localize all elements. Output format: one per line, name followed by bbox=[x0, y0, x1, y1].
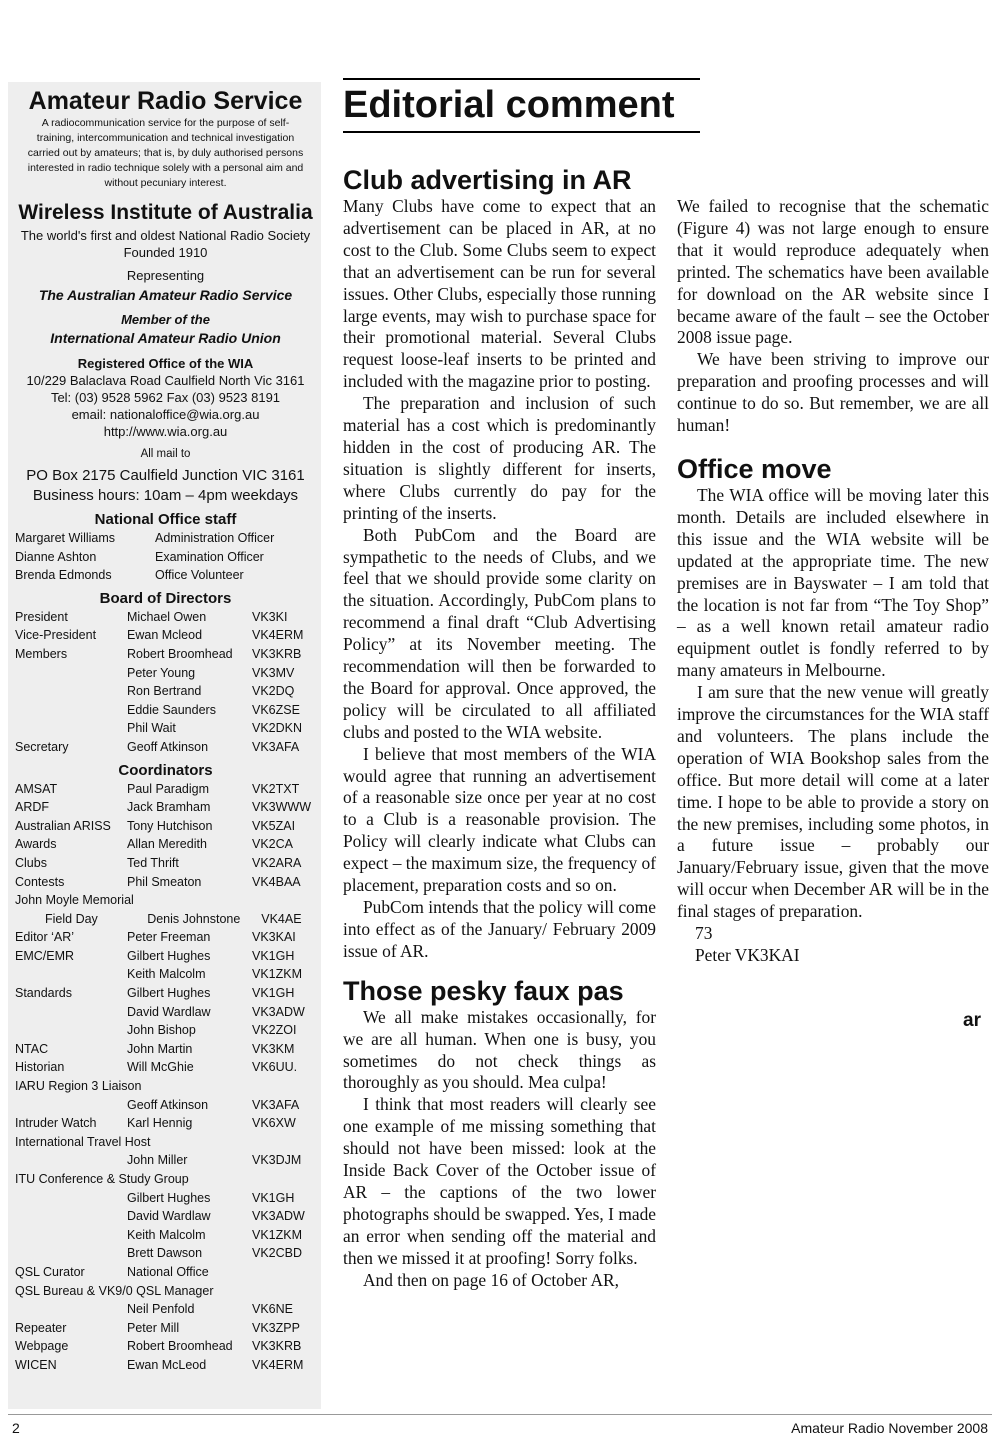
paragraph: The preparation and inclusion of such material has a cost which is predominantly hidden in the cost of producing AR. The situation is slightly different for inserts, where Clubs currently do pay for the printing of the inserts. bbox=[343, 393, 656, 523]
row-role: EMC/EMR bbox=[15, 948, 75, 963]
row-name: Peter Mill bbox=[127, 1320, 180, 1335]
directory-row bbox=[15, 1226, 316, 1245]
row-role bbox=[15, 1151, 127, 1170]
row-name: Robert Broomhead bbox=[127, 646, 233, 661]
staff-list bbox=[15, 529, 316, 585]
row-call: VK2ZOI bbox=[252, 1023, 297, 1038]
board-heading: Board of Directors bbox=[99, 589, 232, 607]
row-name: Allan Meredith bbox=[127, 837, 207, 852]
row-name: Karl Hennig bbox=[127, 1116, 193, 1131]
section-heading-club-advertising: Club advertising in AR bbox=[343, 165, 632, 195]
row-name: Jack Bramham bbox=[127, 800, 211, 815]
paragraph: And then on page 16 of October AR, bbox=[363, 1269, 619, 1290]
row-call: VK2CBD bbox=[252, 1246, 303, 1261]
directory-row bbox=[15, 965, 316, 984]
row-name: John Bishop bbox=[127, 1023, 196, 1038]
directory-row bbox=[15, 738, 316, 757]
directory-row bbox=[15, 1077, 316, 1096]
row-call: VK1ZKM bbox=[252, 1227, 303, 1242]
row-call: VK1GH bbox=[252, 1190, 295, 1205]
directory-row bbox=[15, 1058, 316, 1077]
row-call: VK1ZKM bbox=[252, 967, 303, 982]
row-name: Ron Bertrand bbox=[127, 684, 202, 699]
directory-row bbox=[15, 1263, 316, 1282]
row-role bbox=[15, 1003, 127, 1022]
sidebar-description: A radiocommunication service for the purpose of self-training, intercommunication and technical investigation carried out by amateurs; that is, by duly authorised persons interested in radio technique solely with a personal aim and without pecuniary interest. bbox=[27, 117, 304, 189]
row-name: Geoff Atkinson bbox=[127, 739, 209, 754]
row-name: Gilbert Hughes bbox=[127, 948, 211, 963]
business-hours: Business hours: 10am – 4pm weekdays bbox=[32, 487, 299, 504]
paragraph: We have been striving to improve our preparation and proofing processes and will continue to do so. But remember, we are all human! bbox=[677, 349, 989, 436]
row-call bbox=[252, 1263, 312, 1282]
row-role: Field Day bbox=[45, 911, 98, 926]
directory-row bbox=[15, 1021, 316, 1040]
row-role bbox=[15, 1096, 127, 1115]
row-call: VK3WWW bbox=[252, 800, 312, 815]
row-role: IARU Region 3 Liaison bbox=[15, 1079, 142, 1094]
editorial-title: Editorial comment bbox=[343, 78, 700, 133]
directory-row bbox=[15, 1040, 316, 1059]
row-role: QSL Curator bbox=[15, 1264, 85, 1279]
row-name: Paul Paradigm bbox=[127, 781, 209, 796]
row-name: Ewan Mcleod bbox=[127, 628, 203, 643]
row-role bbox=[15, 1189, 127, 1208]
directory-row bbox=[15, 1003, 316, 1022]
paragraph: Both PubCom and the Board are sympathetic to the needs of Clubs, and we feel that we should provide some clarity on the situation. Accordingly, PubCom plans to recommend a final draft “Club Advertising Policy” at its November meeting. The recommendation will then be forwarded to the Board for approval. Once approved, the policy will be circulated to all affiliated clubs and posted to the WIA website. bbox=[343, 524, 656, 742]
row-name: Phil Wait bbox=[127, 721, 176, 736]
row-name: Peter Young bbox=[127, 665, 196, 680]
directory-row bbox=[15, 1282, 316, 1301]
article-column-2 bbox=[677, 196, 989, 967]
row-call: VK3ADW bbox=[252, 1209, 305, 1224]
row-role: Standards bbox=[15, 986, 72, 1001]
row-role: Vice-President bbox=[15, 628, 97, 643]
row-role bbox=[15, 701, 127, 720]
directory-row bbox=[15, 1337, 316, 1356]
staff-row: Margaret Williams Administration Officer bbox=[15, 531, 275, 545]
row-role: Repeater bbox=[15, 1320, 67, 1335]
org-tagline: The world's first and oldest National Radio Society bbox=[20, 228, 311, 243]
row-role bbox=[15, 1226, 127, 1245]
directory-row bbox=[15, 1170, 316, 1189]
row-name: National Office bbox=[127, 1264, 209, 1279]
directory-row bbox=[15, 645, 316, 664]
row-call: VK3AFA bbox=[252, 739, 300, 754]
office-phone: Tel: (03) 9528 5962 Fax (03) 9523 8191 bbox=[50, 390, 281, 405]
row-role: AMSAT bbox=[15, 781, 58, 796]
paragraph: I believe that most members of the WIA would agree that running an advertisement of a reasonable size once per year at no cost to a Club is a reasonable provision. The Policy will clearly indicate what Clubs can expect – the maximum size, the frequency of placement, preparation costs and so on. bbox=[343, 743, 656, 896]
directory-row bbox=[15, 873, 316, 892]
row-name: Peter Freeman bbox=[127, 930, 211, 945]
row-role: ARDF bbox=[15, 800, 50, 815]
row-call: VK2TXT bbox=[252, 781, 300, 796]
row-role: Clubs bbox=[15, 855, 47, 870]
row-role bbox=[15, 1021, 127, 1040]
directory-row bbox=[15, 682, 316, 701]
row-name: Brett Dawson bbox=[127, 1246, 203, 1261]
row-call: VK1GH bbox=[252, 986, 295, 1001]
row-role: Australian ARISS bbox=[15, 818, 111, 833]
row-role bbox=[15, 1207, 127, 1226]
directory-row bbox=[15, 984, 316, 1003]
row-role: Webpage bbox=[15, 1339, 69, 1354]
directory-row bbox=[15, 928, 316, 947]
row-role: Members bbox=[15, 646, 68, 661]
paragraph: The WIA office will be moving later this month. Details are included elsewhere in this issue and the WIA website will be updated at the appropriate time. The new premises are in Bayswater – I am told that the location is not far from “The Toy Shop” – as a well known retail amateur radio equipment outlet is fondly referred to by many amateurs in Melbourne. bbox=[677, 484, 989, 681]
row-name: Ewan McLeod bbox=[127, 1357, 207, 1372]
member-value: International Amateur Radio Union bbox=[50, 330, 281, 346]
directory-row bbox=[15, 719, 316, 738]
row-call: VK4BAA bbox=[252, 874, 301, 889]
row-role: Contests bbox=[15, 874, 65, 889]
directory-row bbox=[15, 910, 316, 929]
row-role bbox=[15, 664, 127, 683]
coordinators-heading: Coordinators bbox=[118, 761, 213, 779]
footer-rule bbox=[8, 1414, 992, 1415]
office-heading: Registered Office of the WIA bbox=[77, 356, 254, 371]
row-role bbox=[15, 719, 127, 738]
row-call: VK6XW bbox=[252, 1116, 296, 1131]
article-column-1 bbox=[343, 164, 656, 1292]
row-call: VK1GH bbox=[252, 948, 295, 963]
row-call: VK2CA bbox=[252, 837, 293, 852]
paragraph: I am sure that the new venue will greatly improve the circumstances for the WIA staff and volunteers. The plans include the operation of WIA Bookshop sales from the office. But more detail will come at a later time. I hope to be able to provide a story on the new premises, including some photos, in a future issue – probably our January/February issue, given that the move will occur when December AR will be in the final stages of preparation. bbox=[677, 682, 989, 922]
row-call: VK4ERM bbox=[252, 628, 304, 643]
directory-row bbox=[15, 1244, 316, 1263]
row-role: ITU Conference & Study Group bbox=[15, 1172, 189, 1186]
mail-address: PO Box 2175 Caulfield Junction VIC 3161 bbox=[26, 467, 305, 484]
row-role: John Moyle Memorial bbox=[15, 893, 134, 908]
row-name: Denis Johnstone bbox=[147, 911, 241, 926]
publication-footer: Amateur Radio November 2008 bbox=[791, 1420, 988, 1436]
paragraph: We failed to recognise that the schematic (Figure 4) was not large enough to ensure that it would reproduce adequately when printed. The schematics have been available for download on the AR website since I became aware of the fault – see the October 2008 issue page. bbox=[677, 196, 989, 348]
row-call: VK3KM bbox=[252, 1041, 295, 1056]
staff-row: Dianne Ashton Examination Officer bbox=[15, 549, 264, 564]
row-call: VK3ADW bbox=[252, 1004, 305, 1019]
row-name: Keith Malcolm bbox=[127, 1227, 206, 1242]
row-call: VK3AFA bbox=[252, 1097, 300, 1112]
row-role bbox=[15, 965, 127, 984]
row-call: VK4AE bbox=[261, 911, 302, 926]
row-role: International Travel Host bbox=[15, 1134, 151, 1149]
staff-row: Brenda Edmonds Office Volunteer bbox=[15, 568, 244, 583]
directory-row bbox=[15, 835, 316, 854]
row-call: VK6UU. bbox=[252, 1060, 298, 1075]
row-role: Editor ‘AR’ bbox=[15, 930, 75, 945]
org-founded: Founded 1910 bbox=[123, 245, 208, 260]
row-call: VK3MV bbox=[252, 665, 295, 680]
info-sidebar bbox=[8, 82, 321, 1409]
office-email: email: nationaloffice@wia.org.au bbox=[71, 407, 260, 422]
representing-label: Representing bbox=[126, 268, 205, 283]
office-address: 10/229 Balaclava Road Caulfield North Vic 3161 bbox=[26, 373, 305, 388]
directory-row bbox=[15, 947, 316, 966]
row-role bbox=[15, 682, 127, 701]
row-name: Geoff Atkinson bbox=[127, 1097, 209, 1112]
row-call: VK3KI bbox=[252, 609, 288, 624]
row-name: Gilbert Hughes bbox=[127, 1190, 211, 1205]
row-name: Phil Smeaton bbox=[127, 874, 202, 889]
row-name: Tony Hutchison bbox=[127, 818, 213, 833]
signoff-73: 73 bbox=[695, 923, 713, 944]
directory-row bbox=[15, 664, 316, 683]
directory-row bbox=[15, 701, 316, 720]
row-call: VK5ZAI bbox=[252, 818, 296, 833]
section-heading-faux-pas: Those pesky faux pas bbox=[343, 975, 624, 1006]
paragraph: I think that most readers will clearly see one example of me missing something that should not have been missed: look at the Inside Back Cover of the October issue of AR – the captions of the two lower photographs should be swapped. Yes, I made an error when sending off the material and then we missed it at proofing! Sorry folks. bbox=[343, 1094, 656, 1268]
row-role bbox=[15, 1244, 127, 1263]
row-name: David Wardlaw bbox=[127, 1004, 211, 1019]
row-role: WICEN bbox=[15, 1357, 57, 1372]
row-call: VK3ZPP bbox=[252, 1320, 300, 1335]
directory-row bbox=[15, 1096, 316, 1115]
directory-row bbox=[15, 891, 316, 910]
row-name: Robert Broomhead bbox=[127, 1339, 233, 1354]
page-number: 2 bbox=[12, 1420, 20, 1436]
directory-row bbox=[15, 1207, 316, 1226]
row-call: VK2DKN bbox=[252, 721, 303, 736]
directory-row bbox=[15, 608, 316, 627]
row-role: President bbox=[15, 609, 68, 624]
row-call: VK3KAI bbox=[252, 930, 296, 945]
directory-row bbox=[15, 1114, 316, 1133]
row-role: QSL Bureau & VK9/0 QSL Manager bbox=[15, 1283, 214, 1298]
row-name: Keith Malcolm bbox=[127, 967, 206, 982]
row-name: David Wardlaw bbox=[127, 1209, 211, 1224]
row-call: VK4ERM bbox=[252, 1357, 304, 1372]
sidebar-title: Amateur Radio Service bbox=[28, 87, 303, 115]
row-name: Ted Thrift bbox=[127, 855, 179, 870]
row-name: Michael Owen bbox=[127, 609, 207, 624]
row-name: John Martin bbox=[127, 1041, 193, 1056]
row-role: Historian bbox=[15, 1060, 65, 1075]
directory-row bbox=[15, 1300, 316, 1319]
row-name: Eddie Saunders bbox=[127, 702, 216, 717]
paragraph: Many Clubs have come to expect that an advertisement can be placed in AR, at no cost to the Club. Some Clubs seem to expect that an advertisement can be run for several issues. Other Clubs, especially those running large events, may wish to purchase space for their promotional material. Several Clubs request loose-leaf inserts to be printed and included with the magazine prior to posting. bbox=[343, 196, 656, 392]
row-name: Neil Penfold bbox=[127, 1302, 195, 1317]
row-name: Gilbert Hughes bbox=[127, 986, 211, 1001]
directory-row bbox=[15, 1319, 316, 1338]
directory-row bbox=[15, 626, 316, 645]
row-call: VK6ZSE bbox=[252, 702, 300, 717]
directory-row bbox=[15, 1133, 316, 1152]
end-mark: ar bbox=[963, 1010, 981, 1031]
mail-label: All mail to bbox=[140, 448, 191, 460]
row-call: VK3DJM bbox=[252, 1153, 302, 1168]
coordinators-list bbox=[15, 780, 316, 1375]
section-heading-office-move: Office move bbox=[677, 453, 832, 484]
board-list bbox=[15, 608, 316, 757]
signoff-name: Peter VK3KAI bbox=[695, 945, 800, 965]
row-name: John Miller bbox=[127, 1153, 188, 1168]
directory-row bbox=[15, 854, 316, 873]
member-label: Member of the bbox=[121, 312, 210, 327]
row-call: VK3KRB bbox=[252, 646, 302, 661]
directory-row bbox=[15, 1151, 316, 1170]
row-role: Secretary bbox=[15, 739, 69, 754]
row-role: Awards bbox=[15, 837, 57, 852]
org-name: Wireless Institute of Australia bbox=[18, 201, 313, 224]
row-role bbox=[15, 1300, 127, 1319]
directory-row bbox=[15, 1356, 316, 1375]
directory-row bbox=[15, 1189, 316, 1208]
row-call: VK6NE bbox=[252, 1302, 293, 1317]
row-role: NTAC bbox=[15, 1041, 49, 1056]
row-call: VK2ARA bbox=[252, 855, 302, 870]
directory-row bbox=[15, 798, 316, 817]
representing-value: The Australian Amateur Radio Service bbox=[38, 287, 293, 303]
row-call: VK3KRB bbox=[252, 1339, 302, 1354]
directory-row bbox=[15, 817, 316, 836]
row-name: Will McGhie bbox=[127, 1060, 194, 1075]
row-call: VK2DQ bbox=[252, 684, 295, 699]
office-web: http://www.wia.org.au bbox=[103, 424, 228, 439]
row-role: Intruder Watch bbox=[15, 1116, 97, 1131]
staff-heading: National Office staff bbox=[94, 511, 237, 528]
directory-row bbox=[15, 780, 316, 799]
paragraph: We all make mistakes occasionally, for we are all human. When one is busy, you sometimes do not check things as thoroughly as you should. Mea culpa! bbox=[343, 1006, 656, 1093]
paragraph: PubCom intends that the policy will come into effect as of the January/ February 2009 issue of AR. bbox=[343, 897, 656, 961]
